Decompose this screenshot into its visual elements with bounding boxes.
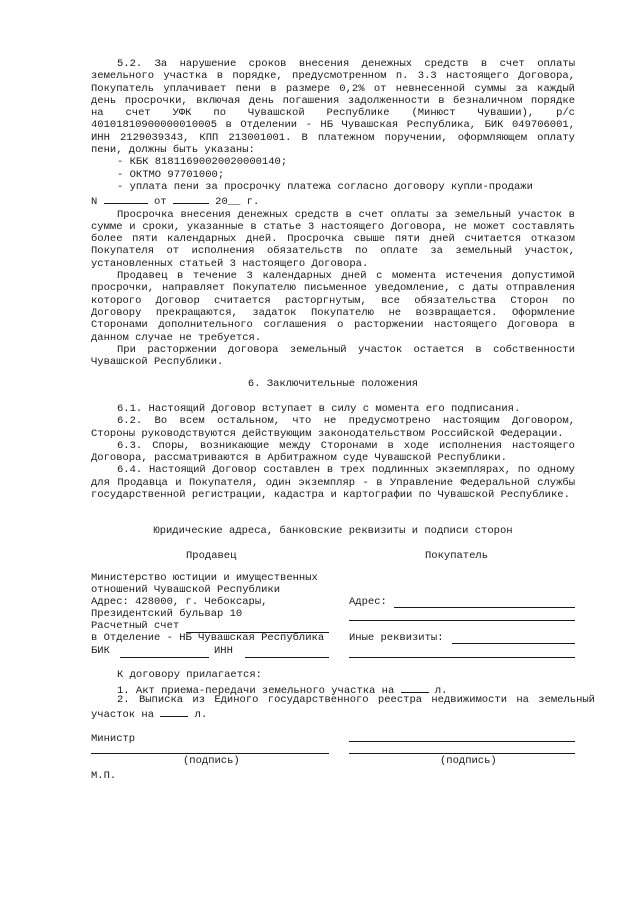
attachment-2-paragraph (91, 694, 595, 722)
buyer-other-blank-2 (349, 657, 575, 658)
clause-6-2: 6.2. Во всем остальном, что не предусмотрено настоящим Договором, Стороны руководствуются действующим законодательством Российской Федерации. (91, 415, 575, 440)
contract-year: 20__ г. (215, 196, 260, 209)
seller-bik-label: БИК (91, 645, 110, 657)
contract-date-blank (173, 193, 209, 204)
attachment-1-text: 1. Акт приема-передачи земельного участка на (117, 685, 395, 697)
seller-inn-label: ИНН (214, 645, 233, 657)
minister-label: Министр (91, 733, 136, 745)
seller-bank-line: в Отделение - НБ Чувашская Республика (91, 632, 325, 644)
attachment-1-suffix: л. (434, 685, 448, 697)
seller-inn-blank (245, 657, 329, 658)
number-sign: N (91, 196, 98, 209)
seller-name-line2: отношений Чувашской Республики (91, 584, 281, 596)
buyer-signature-caption: (подпись) (440, 755, 497, 767)
oktmo-line: - ОКТМО 97701000; (117, 168, 225, 181)
delay-paragraph: Просрочка внесения денежных средств в счет оплаты за земельный участок в сумме и сроки, указанные в статье 3 настоящего Договора, не может составлять более пяти календарных дней. Просрочка свыше пяти дней считается отказом Покупателя от исполнения обязательств по оплате за земельный участок, установленных статьей 3 настоящего Договора. (91, 208, 575, 270)
contract-number-line (91, 193, 575, 208)
buyer-address-blank-1 (394, 607, 575, 608)
seller-address-line2: Президентский бульвар 10 (91, 608, 243, 620)
seller-account-label: Расчетный счет (91, 620, 180, 632)
clause-6-4: 6.4. Настоящий Договор составлен в трех подлинных экземплярах, по одному для Продавца и Покупателя, один экземпляр - в Управление Федеральной службы государственной регистрации, кадастра и картографии по Чувашской Республике. (91, 464, 575, 502)
from-label: от (153, 196, 167, 209)
attachment-2-text: 2. Выписка из Единого государственного реестра недвижимости на земельный участок на (91, 694, 595, 722)
kbk-line: - КБК 81811690020020000140; (117, 156, 288, 169)
seller-bik-blank (120, 657, 209, 658)
buyer-signature-line (349, 753, 575, 754)
stamp-placeholder: М.П. (91, 770, 117, 782)
attachment-1-pages-blank (401, 682, 429, 693)
attachment-2-suffix: л. (194, 709, 208, 722)
section-5-2 (91, 58, 575, 368)
seller-name-line1: Министерство юстиции и имущественных (91, 572, 318, 584)
section-6 (91, 403, 575, 501)
seller-title: Продавец (186, 550, 237, 562)
buyer-address-blank-2 (349, 620, 575, 621)
contract-number-blank (104, 193, 148, 204)
clause-6-1: 6.1. Настоящий Договор вступает в силу с момента его подписания. (117, 403, 521, 415)
payment-purpose-line: - уплата пени за просрочку платежа согласно договору купли-продажи (117, 180, 533, 193)
buyer-name-line (349, 741, 575, 742)
buyer-other-blank-1 (452, 643, 575, 644)
seller-signature-caption: (подпись) (183, 755, 240, 767)
termination-paragraph: При расторжении договора земельный участок остается в собственности Чувашской Республики. (91, 343, 575, 369)
clause-6-3: 6.3. Споры, возникающие между Сторонами в ходе исполнения настоящего Договора, рассматриваются в Арбитражном суде Чувашской Республики. (91, 439, 575, 465)
attachments-intro: К договору прилагается: (117, 669, 262, 681)
seller-notice-paragraph: Продавец в течение 3 календарных дней с момента истечения допустимой просрочки, направляет Покупателю письменное уведомление, с даты отправления которого Договор считается расторгнутым, все обязательства Сторон по Договору прекращаются, задаток Покупателю не возвращается. Оформление Сторонами дополнительного соглашения о расторжении настоящего Договора в данном случае не требуется. (91, 270, 575, 344)
seller-address-line1: Адрес: 428000, г. Чебоксары, (91, 596, 268, 608)
buyer-other-label: Иные реквизиты: (349, 632, 444, 644)
attachment-2-pages-blank (160, 706, 188, 717)
requisites-heading: Юридические адреса, банковские реквизиты и подписи сторон (153, 525, 513, 537)
buyer-title: Покупатель (425, 550, 489, 562)
clause-5-2-text: 5.2. За нарушение сроков внесения денежных средств в счет оплаты земельного участка в порядке, предусмотренном п. 3.3 настоящего Договора, Покупатель уплачивает пени в размере 0,2% от невнесенной суммы за каждый день просрочки, включая день погашения задолженности в безналичном порядке на счет УФК по Чувашской Республике (Минюст Чувашии), р/с 40101810900000010005 в Отделении - НБ Чувашская Республика, БИК 049706001, ИНН 2129039343, КПП 213001001. В платежном поручении, оформляющем оплату пени, должны быть указаны: (91, 58, 575, 157)
section-6-heading: 6. Заключительные положения (247, 378, 419, 390)
buyer-address-label: Адрес: (349, 596, 387, 608)
attachment-item-2 (91, 694, 595, 722)
seller-signature-line (91, 753, 329, 754)
